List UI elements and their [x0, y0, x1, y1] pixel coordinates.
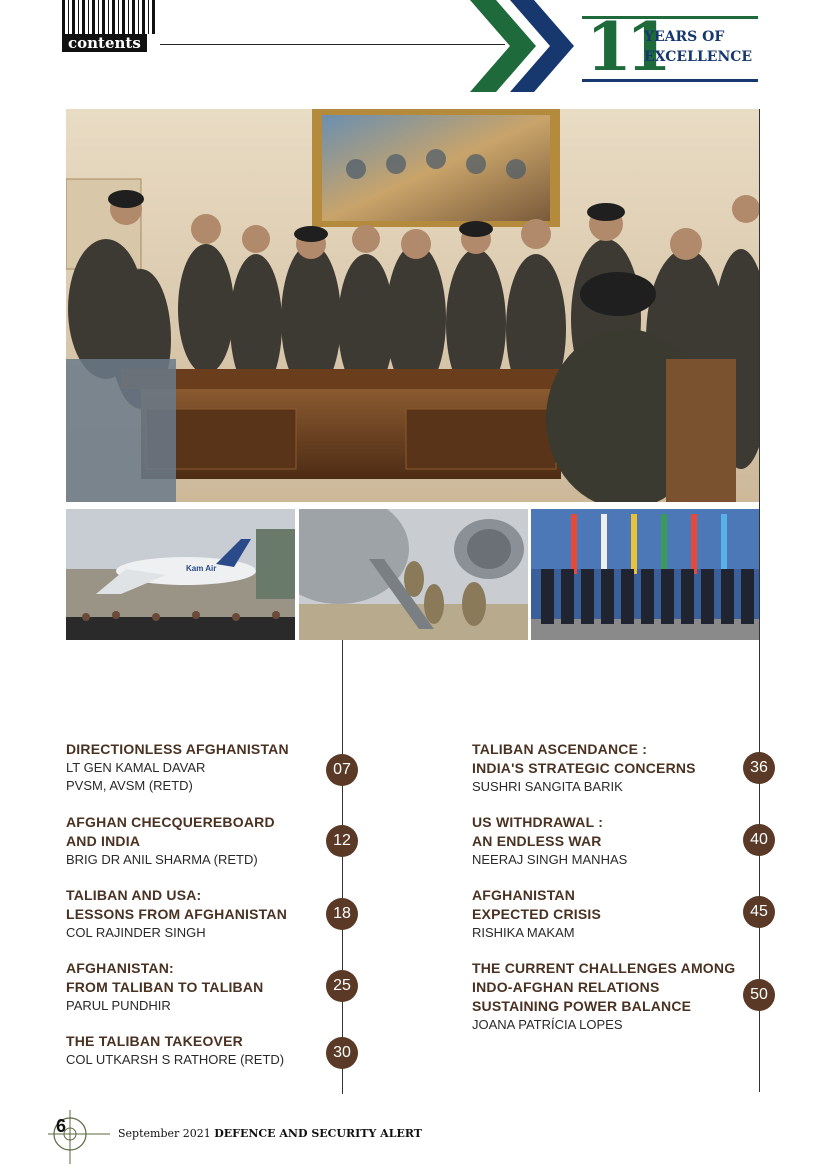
- article-title: AN ENDLESS WAR: [472, 833, 602, 849]
- toc-entry[interactable]: [472, 740, 696, 796]
- barcode-graphic: [62, 0, 158, 34]
- article-author: RISHIKA MAKAM: [472, 925, 575, 940]
- page-number-badge[interactable]: 18: [326, 898, 358, 930]
- article-author: PARUL PUNDHIR: [66, 998, 171, 1013]
- kam-air-airplane-kabul-airport-photo: [66, 509, 295, 640]
- toc-entry[interactable]: [472, 813, 627, 869]
- toc-entry[interactable]: [472, 959, 735, 1034]
- article-title: DIRECTIONLESS AFGHANISTAN: [66, 741, 289, 757]
- years-label-line2: EXCELLENCE: [644, 49, 753, 65]
- chevrons-icon: [470, 0, 590, 92]
- toc-entry[interactable]: [66, 1032, 284, 1069]
- column-divider-rule: [342, 640, 343, 1094]
- page-number-badge[interactable]: 40: [743, 824, 775, 856]
- section-label: contents: [62, 34, 147, 52]
- article-title: AND INDIA: [66, 833, 141, 849]
- years-label-line1: YEARS OF: [644, 29, 725, 45]
- article-title: AFGHAN CHECQUEREBOARD: [66, 814, 275, 830]
- toc-entry[interactable]: [472, 886, 601, 942]
- article-author: COL UTKARSH S RATHORE (RETD): [66, 1052, 285, 1067]
- article-title: SUSTAINING POWER BALANCE: [472, 998, 692, 1014]
- page-number-badge[interactable]: 12: [326, 825, 358, 857]
- article-title: THE CURRENT CHALLENGES AMONG: [472, 960, 736, 976]
- footer-magazine-name: DEFENCE AND SECURITY ALERT: [214, 1127, 422, 1140]
- article-author: NEERAJ SINGH MANHAS: [472, 852, 628, 867]
- taliban-in-presidential-palace-photo: [66, 109, 760, 502]
- page-number: 6: [56, 1116, 67, 1136]
- article-author: JOANA PATRÍCIA LOPES: [472, 1017, 623, 1032]
- svg-text:Kam Air: Kam Air: [186, 564, 217, 573]
- years-number: 11: [586, 8, 666, 86]
- page-number-badge[interactable]: 30: [326, 1037, 358, 1069]
- page-number-badge[interactable]: 25: [326, 970, 358, 1002]
- article-author: SUSHRI SANGITA BARIK: [472, 779, 623, 794]
- article-author: LT GEN KAMAL DAVAR: [66, 760, 206, 775]
- article-title: THE TALIBAN TAKEOVER: [66, 1033, 243, 1049]
- article-title: FROM TALIBAN TO TALIBAN: [66, 979, 264, 995]
- article-title: INDIA'S STRATEGIC CONCERNS: [472, 760, 696, 776]
- article-title: TALIBAN AND USA:: [66, 887, 202, 903]
- toc-entry[interactable]: [66, 740, 289, 795]
- article-title: TALIBAN ASCENDANCE :: [472, 741, 648, 757]
- header-rule: [160, 44, 505, 45]
- article-author: PVSM, AVSM (RETD): [66, 778, 193, 793]
- page-number-badge[interactable]: 45: [743, 896, 775, 928]
- toc-entry[interactable]: [66, 813, 275, 869]
- article-title: LESSONS FROM AFGHANISTAN: [66, 906, 288, 922]
- article-title: EXPECTED CRISIS: [472, 906, 602, 922]
- article-title: INDO-AFGHAN RELATIONS: [472, 979, 660, 995]
- page-number-badge[interactable]: 07: [326, 754, 358, 786]
- sco-summit-leaders-group-photo: [531, 509, 760, 640]
- footer-date: September 2021: [118, 1127, 215, 1140]
- article-title: AFGHANISTAN:: [66, 960, 174, 976]
- toc-entry[interactable]: [66, 959, 263, 1015]
- article-author: BRIG DR ANIL SHARMA (RETD): [66, 852, 258, 867]
- footer-issue-info: [118, 1127, 422, 1140]
- soldiers-boarding-aircraft-photo: [299, 509, 528, 640]
- page-number-badge[interactable]: 50: [743, 979, 775, 1011]
- article-title: US WITHDRAWAL :: [472, 814, 604, 830]
- article-author: COL RAJINDER SINGH: [66, 925, 206, 940]
- toc-entry[interactable]: [66, 886, 287, 942]
- article-title: AFGHANISTAN: [472, 887, 576, 903]
- right-margin-rule: [759, 109, 760, 1092]
- page-number-badge[interactable]: 36: [743, 752, 775, 784]
